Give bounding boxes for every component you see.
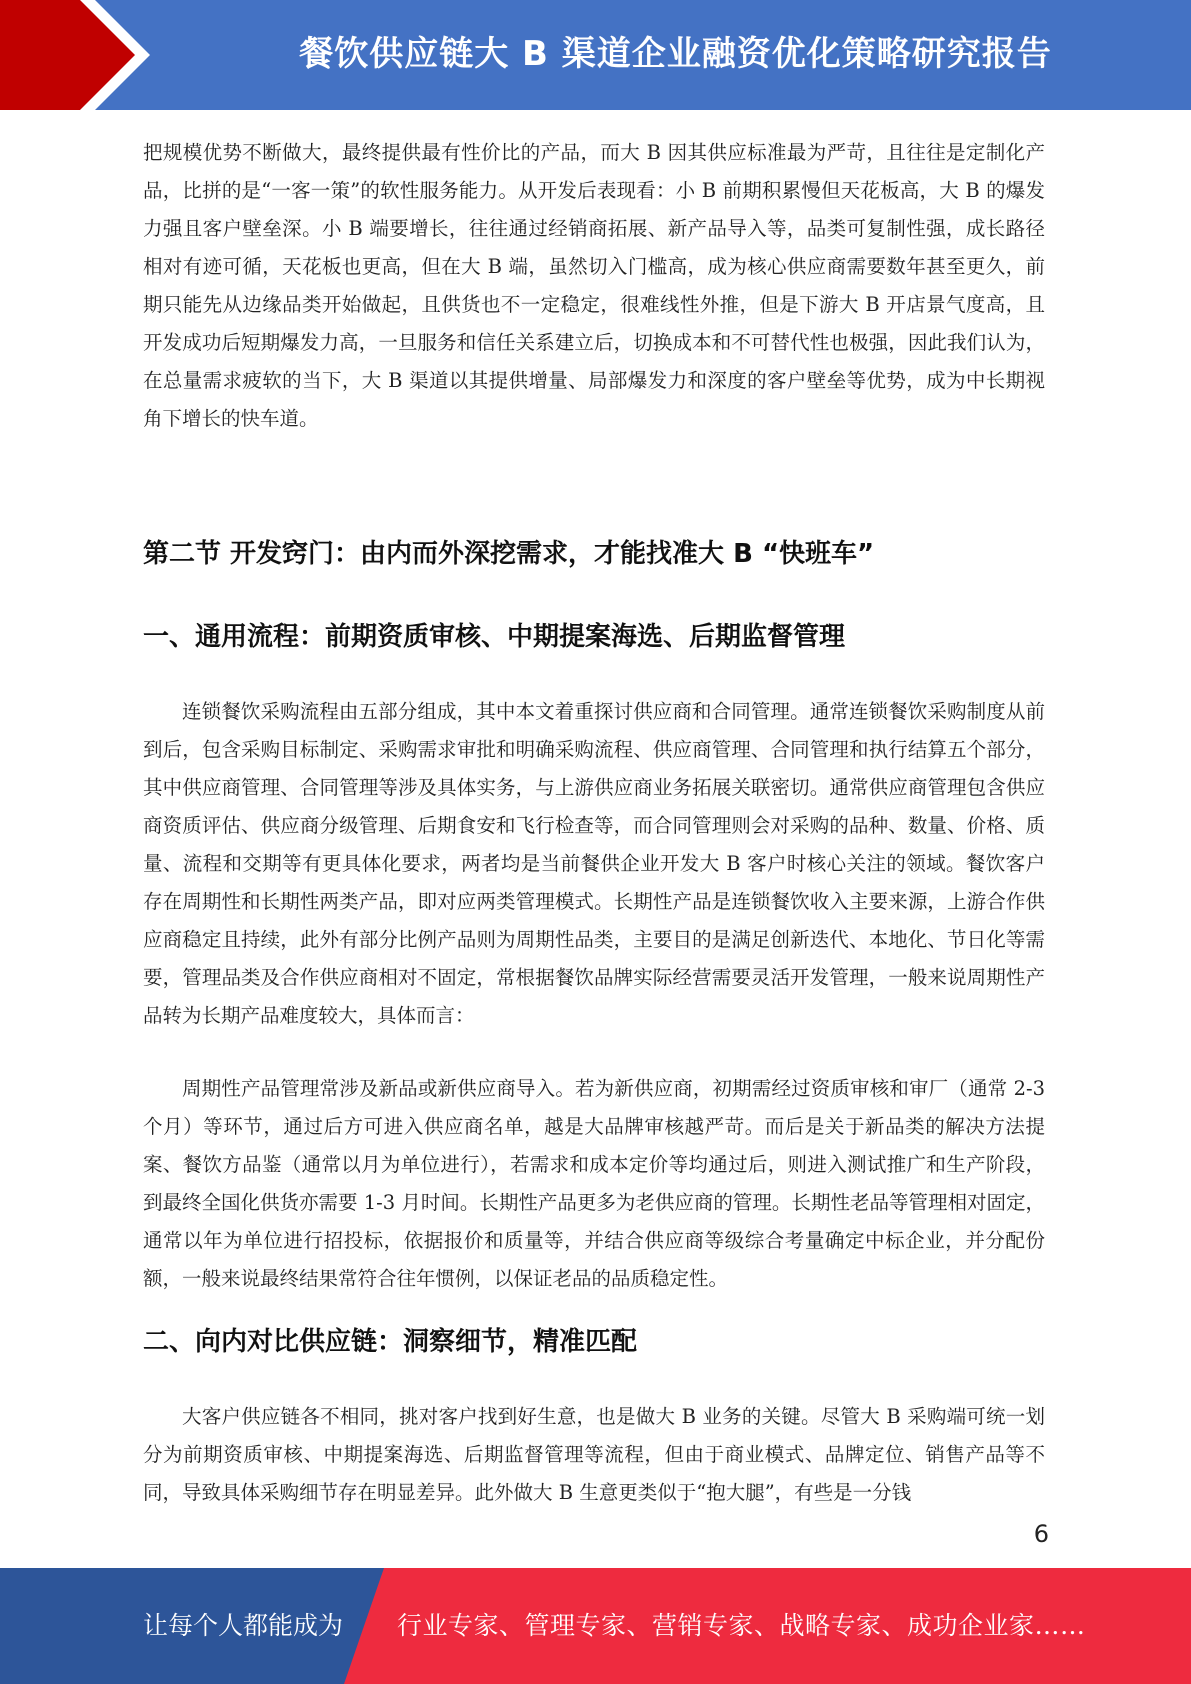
paragraph-major-clients: 大客户供应链各不相同，挑对客户找到好生意，也是做大 B 业务的关键。尽管大 B 采购端可统一划分为前期资质审核、中期提案海选、后期监督管理等流程，但由于商业模式、品牌定位、销售产品等不同，导致具体采购细节存在明显差异。此外做大 B 生意更类似于“抱大腿”，有些是一分钱 [143, 1405, 1045, 1504]
paragraph-procurement-process: 连锁餐饮采购流程由五部分组成，其中本文着重探讨供应商和合同管理。通常连锁餐饮采购制度从前到后，包含采购目标制定、采购需求审批和明确采购流程、供应商管理、合同管理和执行结算五个部分，其中供应商管理、合同管理等涉及具体实务，与上游供应商业务拓展关联密切。通常供应商管理包含供应商资质评估、供应商分级管理、后期食安和飞行检查等，而合同管理则会对采购的品种、数量、价格、质量、流程和交期等有更具体化要求，两者均是当前餐供企业开发大 B 客户时核心关注的领域。餐饮客户存在周期性和长期性两类产品，即对应两类管理模式。长期性产品是连锁餐饮收入主要来源，上游合作供应商稳定且持续，此外有部分比例产品则为周期性品类，主要目的是满足创新迭代、本地化、节日化等需要，管理品类及合作供应商相对不固定，常根据餐饮品牌实际经营需要灵活开发管理，一般来说周期性产品转为长期产品难度较大，具体而言： [143, 700, 1045, 1027]
footer-slogan-right: 行业专家、管理专家、营销专家、战略专家、成功企业家…… [397, 1611, 1086, 1640]
paragraph-periodic-products: 周期性产品管理常涉及新品或新供应商导入。若为新供应商，初期需经过资质审核和审厂（通常 2-3 个月）等环节，通过后方可进入供应商名单，越是大品牌审核越严苛。而后是关于新品类的解决方法提案、餐饮方品鉴（通常以月为单位进行），若需求和成本定价等均通过后，则进入测试推广和生产阶段，到最终全国化供货亦需要 1-3 月时间。长期性产品更多为老供应商的管理。长期性老品等管理相对固定，通常以年为单位进行招投标，依据报价和质量等，并结合供应商等级综合考量确定中标企业，并分配份额，一般来说最终结果常符合往年惯例，以保证老品的品质稳定性。 [143, 1077, 1045, 1290]
header-arrow-decoration [0, 0, 160, 110]
page-header [0, 0, 1191, 110]
intro-paragraph: 把规模优势不断做大，最终提供最有性价比的产品，而大 B 因其供应标准最为严苛，且往往是定制化产品，比拼的是“一客一策”的软性服务能力。从开发后表现看：小 B 前期积累慢但天花板高，大 B 的爆发力强且客户壁垒深。小 B 端要增长，往往通过经销商拓展、新产品导入等，品类可复制性强，成长路径相对有迹可循，天花板也更高，但在大 B 端，虽然切入门槛高，成为核心供应商需要数年甚至更久，前期只能先从边缘品类开始做起，且供货也不一定稳定，很难线性外推，但是下游大 B 开店景气度高，且开发成功后短期爆发力高，一旦服务和信任关系建立后，切换成本和不可替代性也极强，因此我们认为，在总量需求疲软的当下，大 B 渠道以其提供增量、局部爆发力和深度的客户壁垒等优势，成为中长期视角下增长的快车道。 [143, 141, 1045, 430]
page-footer [0, 1568, 1191, 1684]
footer-slogan-left: 让每个人都能成为 [143, 1611, 344, 1640]
heading-general-process: 一、通用流程：前期资质审核、中期提案海选、后期监督管理 [143, 622, 846, 652]
section-title: 第二节 开发窍门：由内而外深挖需求，才能找准大 B “快班车” [143, 539, 875, 569]
heading-supply-chain-compare: 二、向内对比供应链：洞察细节，精准匹配 [143, 1327, 638, 1357]
report-title: 餐饮供应链大 B 渠道企业融资优化策略研究报告 [299, 34, 1052, 74]
page-number: 6 [1033, 1520, 1049, 1548]
